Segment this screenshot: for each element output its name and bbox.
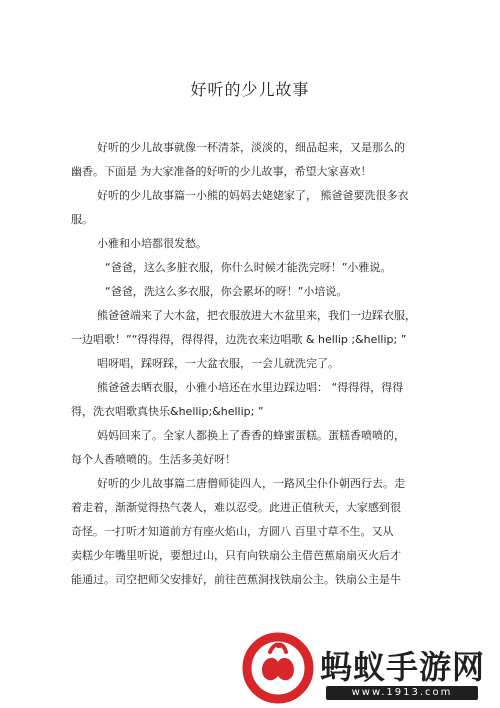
- site-watermark: [240, 628, 500, 708]
- text-line: “爸爸，洗这么多衣服，你会累坏的呀！”小培说。: [105, 285, 348, 298]
- text-line: 熊爸爸端来了大木盆，把衣服放进大木盆里来，我们一边踩衣服，: [97, 309, 416, 322]
- text-line: 好听的少儿故事篇一小熊的妈妈去姥姥家了， 熊爸爸要洗很多衣: [97, 189, 409, 202]
- text-line: 小雅和小培都很发愁。: [97, 237, 207, 250]
- ant-logo-icon: [240, 630, 316, 706]
- document-title: 好听的少儿故事: [190, 80, 310, 99]
- text-line: 每个人香喷喷的。生活多美好呀！: [71, 453, 236, 466]
- text-line: 熊爸爸去晒衣服，小雅小培还在水里边踩边唱： “得得得，得得: [97, 381, 404, 394]
- text-line: 好听的少儿故事篇二唐僧师徒四人，一路风尘仆仆朝西行去。走: [97, 477, 405, 490]
- text-line: 妈妈回来了。全家人都换上了香香的蜂蜜蛋糕。蛋糕香喷喷的，: [97, 429, 405, 442]
- text-line: 奇怪。一打听才知道前方有座火焰山，方圆八 百里寸草不生。又从: [71, 525, 394, 538]
- text-line: “爸爸，这么多脏衣服，你什么时候才能洗完呀！”小雅说。: [105, 261, 392, 274]
- text-line: 着走着，渐渐觉得热气袭人，难以忍受。此进正值秋天，大家感到很: [71, 501, 401, 514]
- text-line: 能通过。司空把师父安排好，前往芭蕉洞找铁扇公主。铁扇公主是牛: [71, 573, 401, 586]
- text-line: 好听的少儿故事就像一杯清茶，淡淡的，细品起来，又是那么的: [97, 141, 405, 154]
- document-body: [71, 136, 431, 592]
- text-line: 卖糕少年嘴里听说，要想过山，只有向铁扇公主借芭蕉扇扇灭火后才: [71, 549, 401, 562]
- text-line: 幽香。下面是 为大家准备的好听的少儿故事，希望大家喜欢！: [71, 165, 372, 178]
- text-line: 唱呀唱，踩呀踩，一大盆衣服，一会儿就洗完了。: [97, 357, 339, 370]
- watermark-url: www.1913.com: [326, 686, 478, 700]
- text-line: 服。: [71, 213, 93, 226]
- text-line: 得，洗衣唱歌真快乐&hellip;&hellip; ”: [71, 405, 264, 418]
- watermark-brand: 蚂蚁手游网: [320, 648, 486, 686]
- text-line: 一边唱歌！”“得得得，得得得，边洗衣来边唱歌 & hellip ;&hellip; ”: [71, 333, 407, 346]
